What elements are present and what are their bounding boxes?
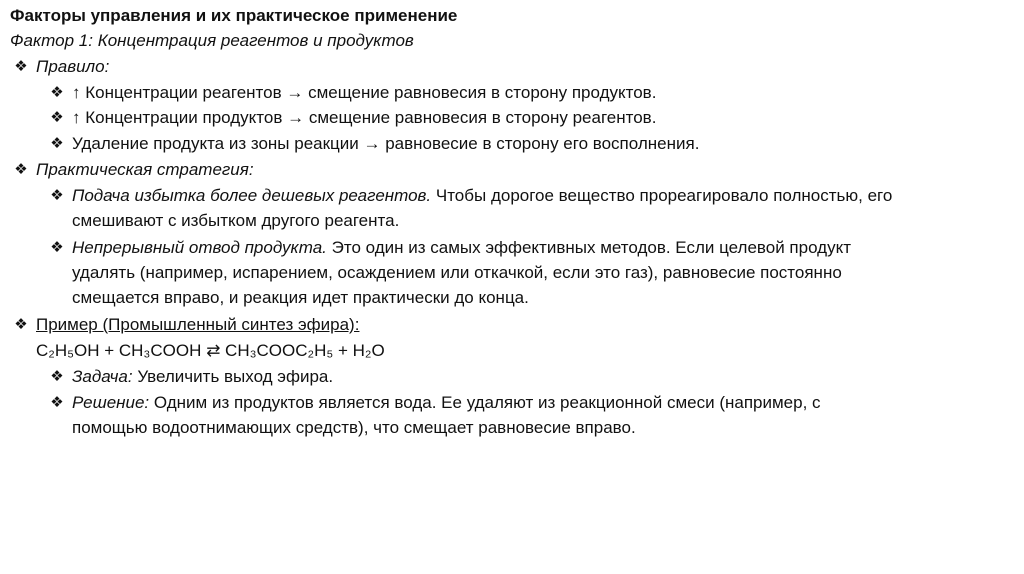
rule-item-3: Удаление продукта из зоны реакции → равновесие в сторону его восполнения. [72,134,700,153]
strategy-heading: Практическая стратегия: [36,160,254,179]
page-title: Факторы управления и их практическое применение [10,6,458,25]
strategy-item-1-text: Чтобы дорогое вещество прореагировало полностью, его [431,186,893,205]
bullet-icon: ❖ [50,135,64,152]
bullet-icon: ❖ [50,239,64,256]
example-solution-line-1 [72,391,821,415]
example-task-text: Увеличить выход эфира. [132,367,334,386]
bullet-icon: ❖ [50,394,64,411]
rule-item-1: ↑ Концентрации реагентов → смещение равновесия в сторону продуктов. [72,83,657,102]
strategy-item-2-text: Это один из самых эффективных методов. Если целевой продукт [326,238,851,257]
strategy-item-1-line-1 [72,184,892,208]
bullet-icon: ❖ [14,316,28,333]
example-solution-text: Одним из продуктов является вода. Ее удаляют из реакционной смеси (например, с [149,393,821,412]
strategy-item-1-line-2: смешивают с избытком другого реагента. [72,211,400,230]
bullet-icon: ❖ [14,161,28,178]
example-solution-line-2: помощью водоотнимающих средств), что смещает равновесие вправо. [72,418,636,437]
reaction-equation: C₂H₅OH + CH₃COOH ⇄ CH₃COOC₂H₅ + H₂O [36,341,385,360]
strategy-item-1-lead: Подача избытка более дешевых реагентов. [72,186,432,205]
bullet-icon: ❖ [50,84,64,101]
bullet-icon: ❖ [50,187,64,204]
strategy-item-2-line-3: смещается вправо, и реакция идет практически до конца. [72,288,529,307]
strategy-item-2-lead: Непрерывный отвод продукта. [72,238,327,257]
strategy-item-2-line-2: удалять (например, испарением, осаждением или откачкой, если это газ), равновесие постоянно [72,263,842,282]
example-solution-lead: Решение: [72,393,150,412]
example-task [72,365,333,389]
example-heading: Пример (Промышленный синтез эфира): [36,315,360,334]
strategy-item-2-line-1 [72,236,851,260]
bullet-icon: ❖ [50,368,64,385]
bullet-icon: ❖ [50,109,64,126]
bullet-icon: ❖ [14,58,28,75]
rule-item-2: ↑ Концентрации продуктов → смещение равновесия в сторону реагентов. [72,108,657,127]
rule-heading: Правило: [36,57,110,76]
page-subtitle: Фактор 1: Концентрация реагентов и продуктов [10,31,414,50]
example-task-lead: Задача: [72,367,133,386]
